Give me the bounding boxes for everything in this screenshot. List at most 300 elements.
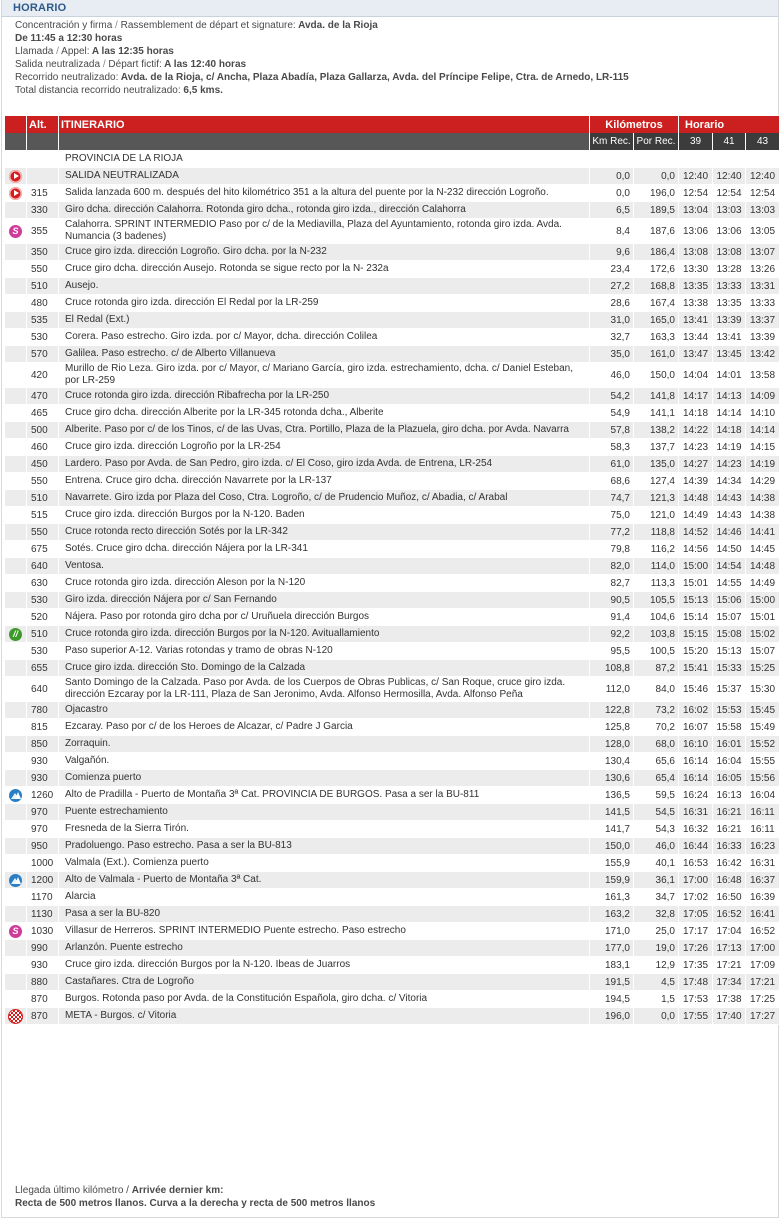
km-rec-cell: 68,6 xyxy=(590,473,634,490)
time-39-cell: 16:02 xyxy=(679,702,713,719)
por-rec-cell: 165,0 xyxy=(634,312,679,329)
itinerary-cell: Cruce giro izda. dirección Burgos por la N-120. Baden xyxy=(59,507,590,524)
por-rec-cell: 167,4 xyxy=(634,295,679,312)
table-row xyxy=(5,609,780,626)
itinerary-cell: Cruce giro izda. dirección Logroño. Giro dcha. por la N-232 xyxy=(59,244,590,261)
row-icon-cell xyxy=(5,490,27,507)
por-rec-cell: 187,6 xyxy=(634,219,679,244)
por-rec-cell: 0,0 xyxy=(634,168,679,185)
table-row xyxy=(5,804,780,821)
km-rec-cell: 6,5 xyxy=(590,202,634,219)
altitude-cell: 530 xyxy=(27,329,59,346)
table-row xyxy=(5,185,780,202)
itinerary-cell: Valmala (Ext.). Comienza puerto xyxy=(59,855,590,872)
subheader-speed-39: 39 xyxy=(679,133,713,151)
por-rec-cell: 25,0 xyxy=(634,923,679,940)
altitude-cell: 530 xyxy=(27,643,59,660)
itinerary-cell: Giro izda. dirección Nájera por c/ San Fernando xyxy=(59,592,590,609)
time-39-cell: 16:53 xyxy=(679,855,713,872)
time-41-cell: 14:43 xyxy=(713,490,746,507)
table-row xyxy=(5,295,780,312)
table-row xyxy=(5,906,780,923)
altitude-cell: 655 xyxy=(27,660,59,677)
altitude-cell: 1260 xyxy=(27,787,59,804)
por-rec-cell: 87,2 xyxy=(634,660,679,677)
time-39-cell: 14:56 xyxy=(679,541,713,558)
altitude-cell: 930 xyxy=(27,753,59,770)
row-icon-cell xyxy=(5,974,27,991)
km-rec-cell: 125,8 xyxy=(590,719,634,736)
itinerary-cell: Cruce giro izda. dirección Logroño por la LR-254 xyxy=(59,439,590,456)
altitude-cell: 880 xyxy=(27,974,59,991)
row-icon-cell xyxy=(5,940,27,957)
table-row xyxy=(5,855,780,872)
time-39-cell: 17:53 xyxy=(679,991,713,1008)
itinerary-cell: Corera. Paso estrecho. Giro izda. por c/ Mayor, dcha. dirección Colilea xyxy=(59,329,590,346)
time-43-cell: 17:00 xyxy=(746,940,780,957)
time-41-cell: 17:40 xyxy=(713,1008,746,1025)
time-39-cell: 13:41 xyxy=(679,312,713,329)
time-41-cell: 12:40 xyxy=(713,168,746,185)
itinerary-cell: Navarrete. Giro izda por Plaza del Coso, Ctra. Logroño, c/ de Prudencio Muñoz, c/ Abadia, c/ Arabal xyxy=(59,490,590,507)
row-icon-cell xyxy=(5,753,27,770)
km-rec-cell: 31,0 xyxy=(590,312,634,329)
time-43-cell: 15:45 xyxy=(746,702,780,719)
row-icon-cell xyxy=(5,592,27,609)
por-rec-cell: 100,5 xyxy=(634,643,679,660)
row-icon-cell xyxy=(5,405,27,422)
km-rec-cell: 8,4 xyxy=(590,219,634,244)
itinerary-cell: Zorraquin. xyxy=(59,736,590,753)
km-rec-cell: 128,0 xyxy=(590,736,634,753)
itinerary-cell: Nájera. Paso por rotonda giro dcha por c/ Uruñuela dirección Burgos xyxy=(59,609,590,626)
km-rec-cell: 130,6 xyxy=(590,770,634,787)
por-rec-cell: 4,5 xyxy=(634,974,679,991)
km-rec-cell: 108,8 xyxy=(590,660,634,677)
time-41-cell: 16:21 xyxy=(713,821,746,838)
itinerary-cell: Alto de Pradilla - Puerto de Montaña 3ª Cat. PROVINCIA DE BURGOS. Pasa a ser la BU-811 xyxy=(59,787,590,804)
km-rec-cell: 177,0 xyxy=(590,940,634,957)
time-41-cell xyxy=(713,151,746,168)
time-43-cell: 14:49 xyxy=(746,575,780,592)
time-41-cell: 17:34 xyxy=(713,974,746,991)
por-rec-cell: 65,6 xyxy=(634,753,679,770)
time-43-cell: 13:31 xyxy=(746,278,780,295)
por-rec-cell: 137,7 xyxy=(634,439,679,456)
itinerary-cell: Pasa a ser la BU-820 xyxy=(59,906,590,923)
table-row xyxy=(5,278,780,295)
row-icon-cell xyxy=(5,558,27,575)
time-43-cell: 16:23 xyxy=(746,838,780,855)
por-rec-cell: 163,3 xyxy=(634,329,679,346)
table-row xyxy=(5,923,780,940)
time-43-cell: 12:40 xyxy=(746,168,780,185)
table-row xyxy=(5,261,780,278)
time-43-cell: 15:55 xyxy=(746,753,780,770)
itinerary-cell: PROVINCIA DE LA RIOJA xyxy=(59,151,590,168)
time-39-cell: 17:48 xyxy=(679,974,713,991)
time-43-cell: 15:30 xyxy=(746,677,780,702)
row-icon-cell xyxy=(5,219,27,244)
table-row xyxy=(5,838,780,855)
km-rec-cell: 46,0 xyxy=(590,363,634,388)
time-39-cell: 14:27 xyxy=(679,456,713,473)
row-icon-cell xyxy=(5,456,27,473)
altitude-cell: 510 xyxy=(27,490,59,507)
time-39-cell: 17:00 xyxy=(679,872,713,889)
row-icon-cell xyxy=(5,295,27,312)
time-41-cell: 14:43 xyxy=(713,507,746,524)
row-icon-cell xyxy=(5,872,27,889)
time-39-cell: 17:02 xyxy=(679,889,713,906)
time-39-cell: 17:26 xyxy=(679,940,713,957)
time-39-cell: 13:30 xyxy=(679,261,713,278)
km-rec-cell: 75,0 xyxy=(590,507,634,524)
por-rec-cell: 113,3 xyxy=(634,575,679,592)
table-row xyxy=(5,244,780,261)
row-icon-cell xyxy=(5,702,27,719)
time-39-cell: 15:14 xyxy=(679,609,713,626)
por-rec-cell: 172,6 xyxy=(634,261,679,278)
time-43-cell: 15:02 xyxy=(746,626,780,643)
info-line: Concentración y firma / Rassemblement de départ et signature: Avda. de la Rioja xyxy=(15,20,378,31)
itinerary-cell: SALIDA NEUTRALIZADA xyxy=(59,168,590,185)
time-41-cell: 14:13 xyxy=(713,388,746,405)
last-km-description: Recta de 500 metros llanos. Curva a la derecha y recta de 500 metros llanos xyxy=(15,1198,376,1209)
itinerary-table xyxy=(4,115,780,1025)
row-icon-cell xyxy=(5,346,27,363)
row-icon-cell xyxy=(5,643,27,660)
subheader-speed-43: 43 xyxy=(746,133,780,151)
itinerary-cell: Cruce rotonda recto dirección Sotés por la LR-342 xyxy=(59,524,590,541)
km-rec-cell: 27,2 xyxy=(590,278,634,295)
start-icon xyxy=(9,170,22,183)
km-rec-cell: 155,9 xyxy=(590,855,634,872)
subheader-blank xyxy=(27,133,59,151)
time-43-cell: 16:11 xyxy=(746,821,780,838)
time-43-cell: 14:14 xyxy=(746,422,780,439)
itinerary-cell: Cruce giro dcha. dirección Alberite por la LR-345 rotonda dcha., Alberite xyxy=(59,405,590,422)
altitude-cell: 465 xyxy=(27,405,59,422)
altitude-cell: 850 xyxy=(27,736,59,753)
row-icon-cell xyxy=(5,473,27,490)
table-row xyxy=(5,541,780,558)
table-row xyxy=(5,660,780,677)
row-icon-cell xyxy=(5,151,27,168)
altitude-cell: 640 xyxy=(27,677,59,702)
table-row xyxy=(5,312,780,329)
itinerary-cell: Arlanzón. Puente estrecho xyxy=(59,940,590,957)
time-43-cell: 15:56 xyxy=(746,770,780,787)
header-icon-col xyxy=(5,116,27,134)
por-rec-cell: 186,4 xyxy=(634,244,679,261)
time-39-cell: 14:18 xyxy=(679,405,713,422)
time-39-cell: 12:40 xyxy=(679,168,713,185)
row-icon-cell xyxy=(5,261,27,278)
time-41-cell: 13:41 xyxy=(713,329,746,346)
por-rec-cell: 138,2 xyxy=(634,422,679,439)
subheader-speed-41: 41 xyxy=(713,133,746,151)
altitude-cell: 510 xyxy=(27,278,59,295)
time-41-cell: 14:14 xyxy=(713,405,746,422)
table-row xyxy=(5,168,780,185)
table-row xyxy=(5,957,780,974)
por-rec-cell: 196,0 xyxy=(634,185,679,202)
row-icon-cell xyxy=(5,439,27,456)
time-41-cell: 15:08 xyxy=(713,626,746,643)
table-row xyxy=(5,626,780,643)
time-41-cell: 14:23 xyxy=(713,456,746,473)
row-icon-cell xyxy=(5,736,27,753)
info-line: Llamada / Appel: A las 12:35 horas xyxy=(15,45,174,57)
por-rec-cell: 189,5 xyxy=(634,202,679,219)
mountain-pass-icon xyxy=(9,874,22,887)
table-row xyxy=(5,329,780,346)
time-41-cell: 16:33 xyxy=(713,838,746,855)
row-icon-cell xyxy=(5,575,27,592)
time-41-cell: 17:13 xyxy=(713,940,746,957)
time-39-cell: 15:01 xyxy=(679,575,713,592)
time-41-cell: 16:13 xyxy=(713,787,746,804)
time-39-cell: 16:24 xyxy=(679,787,713,804)
km-rec-cell: 32,7 xyxy=(590,329,634,346)
altitude-cell: 520 xyxy=(27,609,59,626)
sprint-icon: S xyxy=(9,925,22,938)
itinerary-cell: Ausejo. xyxy=(59,278,590,295)
table-row xyxy=(5,346,780,363)
time-43-cell: 17:09 xyxy=(746,957,780,974)
itinerary-cell: Alarcia xyxy=(59,889,590,906)
altitude-cell: 420 xyxy=(27,363,59,388)
time-41-cell: 14:54 xyxy=(713,558,746,575)
km-rec-cell: 122,8 xyxy=(590,702,634,719)
km-rec-cell: 183,1 xyxy=(590,957,634,974)
time-41-cell: 15:53 xyxy=(713,702,746,719)
itinerary-cell: El Redal (Ext.) xyxy=(59,312,590,329)
por-rec-cell: 118,8 xyxy=(634,524,679,541)
itinerary-cell: Entrena. Cruce giro dcha. dirección Navarrete por la LR-137 xyxy=(59,473,590,490)
time-41-cell: 14:18 xyxy=(713,422,746,439)
time-39-cell: 16:14 xyxy=(679,753,713,770)
time-43-cell: 15:00 xyxy=(746,592,780,609)
time-43-cell: 15:25 xyxy=(746,660,780,677)
itinerary-cell: Ojacastro xyxy=(59,702,590,719)
altitude-cell: 350 xyxy=(27,244,59,261)
header-itinerario: ITINERARIO xyxy=(59,116,590,134)
time-43-cell: 13:03 xyxy=(746,202,780,219)
start-icon xyxy=(9,187,22,200)
time-39-cell: 17:55 xyxy=(679,1008,713,1025)
time-43-cell: 16:52 xyxy=(746,923,780,940)
table-row xyxy=(5,872,780,889)
table-row xyxy=(5,151,780,168)
time-43-cell: 17:25 xyxy=(746,991,780,1008)
finish-flag-icon xyxy=(9,1010,22,1023)
row-icon-cell xyxy=(5,821,27,838)
por-rec-cell: 104,6 xyxy=(634,609,679,626)
table-row xyxy=(5,719,780,736)
time-41-cell: 16:50 xyxy=(713,889,746,906)
altitude-cell: 1030 xyxy=(27,923,59,940)
time-39-cell: 15:00 xyxy=(679,558,713,575)
por-rec-cell: 34,7 xyxy=(634,889,679,906)
km-rec-cell: 191,5 xyxy=(590,974,634,991)
itinerary-cell: Salida lanzada 600 m. después del hito kilométrico 351 a la altura del puente por la N-232 dirección Logroño. xyxy=(59,185,590,202)
por-rec-cell: 127,4 xyxy=(634,473,679,490)
time-39-cell: 13:08 xyxy=(679,244,713,261)
time-43-cell: 13:42 xyxy=(746,346,780,363)
time-43-cell: 14:19 xyxy=(746,456,780,473)
time-43-cell: 16:37 xyxy=(746,872,780,889)
info-line: Recorrido neutralizado: Avda. de la Rioja, c/ Ancha, Plaza Abadía, Plaza Gallarza, Avda. del Príncipe Felipe, Ctra. de Arnedo, LR-115 xyxy=(15,71,629,83)
por-rec-cell: 121,0 xyxy=(634,507,679,524)
altitude-cell: 640 xyxy=(27,558,59,575)
time-43-cell: 13:26 xyxy=(746,261,780,278)
time-39-cell: 16:07 xyxy=(679,719,713,736)
row-icon-cell xyxy=(5,312,27,329)
por-rec-cell: 54,5 xyxy=(634,804,679,821)
time-39-cell: 15:13 xyxy=(679,592,713,609)
time-43-cell: 13:07 xyxy=(746,244,780,261)
km-rec-cell: 90,5 xyxy=(590,592,634,609)
por-rec-cell: 0,0 xyxy=(634,1008,679,1025)
time-41-cell: 13:33 xyxy=(713,278,746,295)
header-alt: Alt. xyxy=(27,116,59,134)
itinerary-cell: Cruce rotonda giro izda. dirección Burgos por la N-120. Avituallamiento xyxy=(59,626,590,643)
time-41-cell: 14:50 xyxy=(713,541,746,558)
time-43-cell: 14:45 xyxy=(746,541,780,558)
row-icon-cell xyxy=(5,388,27,405)
row-icon-cell xyxy=(5,660,27,677)
altitude-cell: 1000 xyxy=(27,855,59,872)
row-icon-cell xyxy=(5,889,27,906)
km-rec-cell: 112,0 xyxy=(590,677,634,702)
time-41-cell: 16:52 xyxy=(713,906,746,923)
altitude-cell: 1170 xyxy=(27,889,59,906)
altitude-cell: 990 xyxy=(27,940,59,957)
row-icon-cell xyxy=(5,991,27,1008)
time-41-cell: 14:19 xyxy=(713,439,746,456)
time-41-cell: 15:33 xyxy=(713,660,746,677)
km-rec-cell: 54,2 xyxy=(590,388,634,405)
itinerary-cell: Giro dcha. dirección Calahorra. Rotonda giro dcha., rotonda giro izda., dirección Calahorra xyxy=(59,202,590,219)
table-row xyxy=(5,974,780,991)
altitude-cell: 510 xyxy=(27,626,59,643)
table-row xyxy=(5,753,780,770)
subheader-blank xyxy=(59,133,590,151)
table-row xyxy=(5,202,780,219)
altitude-cell: 970 xyxy=(27,804,59,821)
table-row xyxy=(5,456,780,473)
time-41-cell: 13:08 xyxy=(713,244,746,261)
time-39-cell: 14:49 xyxy=(679,507,713,524)
row-icon-cell xyxy=(5,609,27,626)
time-41-cell: 16:04 xyxy=(713,753,746,770)
km-rec-cell: 141,7 xyxy=(590,821,634,838)
itinerary-cell: Calahorra. SPRINT INTERMEDIO Paso por c/ de la Mediavilla, Plaza del Ayuntamiento, rotonda giro izda. Avda. Numancia (3 badenes) xyxy=(59,219,590,244)
time-41-cell: 16:42 xyxy=(713,855,746,872)
por-rec-cell: 36,1 xyxy=(634,872,679,889)
altitude-cell xyxy=(27,168,59,185)
time-43-cell: 14:15 xyxy=(746,439,780,456)
itinerary-cell: Cruce giro izda. dirección Burgos por la N-120. Ibeas de Juarros xyxy=(59,957,590,974)
time-39-cell xyxy=(679,151,713,168)
itinerary-cell: Cruce rotonda giro izda. dirección El Redal por la LR-259 xyxy=(59,295,590,312)
row-icon-cell xyxy=(5,957,27,974)
por-rec-cell: 65,4 xyxy=(634,770,679,787)
itinerary-cell: Burgos. Rotonda paso por Avda. de la Constitución Española, giro dcha. c/ Vitoria xyxy=(59,991,590,1008)
table-row xyxy=(5,507,780,524)
sprint-icon: S xyxy=(9,225,22,238)
por-rec-cell: 105,5 xyxy=(634,592,679,609)
por-rec-cell: 59,5 xyxy=(634,787,679,804)
km-rec-cell: 77,2 xyxy=(590,524,634,541)
altitude-cell: 1200 xyxy=(27,872,59,889)
table-row xyxy=(5,422,780,439)
time-43-cell: 15:49 xyxy=(746,719,780,736)
km-rec-cell: 23,4 xyxy=(590,261,634,278)
row-icon-cell xyxy=(5,329,27,346)
time-41-cell: 14:01 xyxy=(713,363,746,388)
time-39-cell: 16:44 xyxy=(679,838,713,855)
time-41-cell: 13:03 xyxy=(713,202,746,219)
km-rec-cell: 91,4 xyxy=(590,609,634,626)
row-icon-cell xyxy=(5,507,27,524)
altitude-cell: 460 xyxy=(27,439,59,456)
km-rec-cell: 161,3 xyxy=(590,889,634,906)
altitude-cell: 470 xyxy=(27,388,59,405)
time-43-cell: 16:04 xyxy=(746,787,780,804)
time-39-cell: 15:41 xyxy=(679,660,713,677)
table-row xyxy=(5,736,780,753)
time-43-cell: 16:11 xyxy=(746,804,780,821)
time-41-cell: 14:46 xyxy=(713,524,746,541)
time-39-cell: 17:05 xyxy=(679,906,713,923)
row-icon-cell xyxy=(5,719,27,736)
table-row xyxy=(5,363,780,388)
altitude-cell: 535 xyxy=(27,312,59,329)
altitude-cell: 780 xyxy=(27,702,59,719)
itinerary-cell: Fresneda de la Sierra Tirón. xyxy=(59,821,590,838)
altitude-cell: 550 xyxy=(27,261,59,278)
km-rec-cell: 0,0 xyxy=(590,168,634,185)
km-rec-cell: 92,2 xyxy=(590,626,634,643)
altitude-cell: 1130 xyxy=(27,906,59,923)
table-row xyxy=(5,889,780,906)
time-43-cell: 14:48 xyxy=(746,558,780,575)
info-line: De 11:45 a 12:30 horas xyxy=(15,32,123,44)
itinerary-cell: Pradoluengo. Paso estrecho. Pasa a ser la BU-813 xyxy=(59,838,590,855)
time-39-cell: 15:15 xyxy=(679,626,713,643)
time-39-cell: 14:48 xyxy=(679,490,713,507)
time-39-cell: 13:35 xyxy=(679,278,713,295)
table-row xyxy=(5,991,780,1008)
por-rec-cell: 84,0 xyxy=(634,677,679,702)
time-39-cell: 12:54 xyxy=(679,185,713,202)
table-row xyxy=(5,592,780,609)
km-rec-cell: 130,4 xyxy=(590,753,634,770)
altitude-cell: 870 xyxy=(27,991,59,1008)
header-kilometros: Kilómetros xyxy=(590,116,679,134)
time-43-cell: 15:01 xyxy=(746,609,780,626)
time-39-cell: 14:17 xyxy=(679,388,713,405)
km-rec-cell: 163,2 xyxy=(590,906,634,923)
itinerary-cell: Cruce rotonda giro izda. dirección Ribafrecha por la LR-250 xyxy=(59,388,590,405)
row-icon-cell xyxy=(5,787,27,804)
itinerary-cell: Lardero. Paso por Avda. de San Pedro, giro izda. c/ El Coso, giro izda Avda. de Entrena, LR-254 xyxy=(59,456,590,473)
time-39-cell: 16:32 xyxy=(679,821,713,838)
por-rec-cell: 150,0 xyxy=(634,363,679,388)
